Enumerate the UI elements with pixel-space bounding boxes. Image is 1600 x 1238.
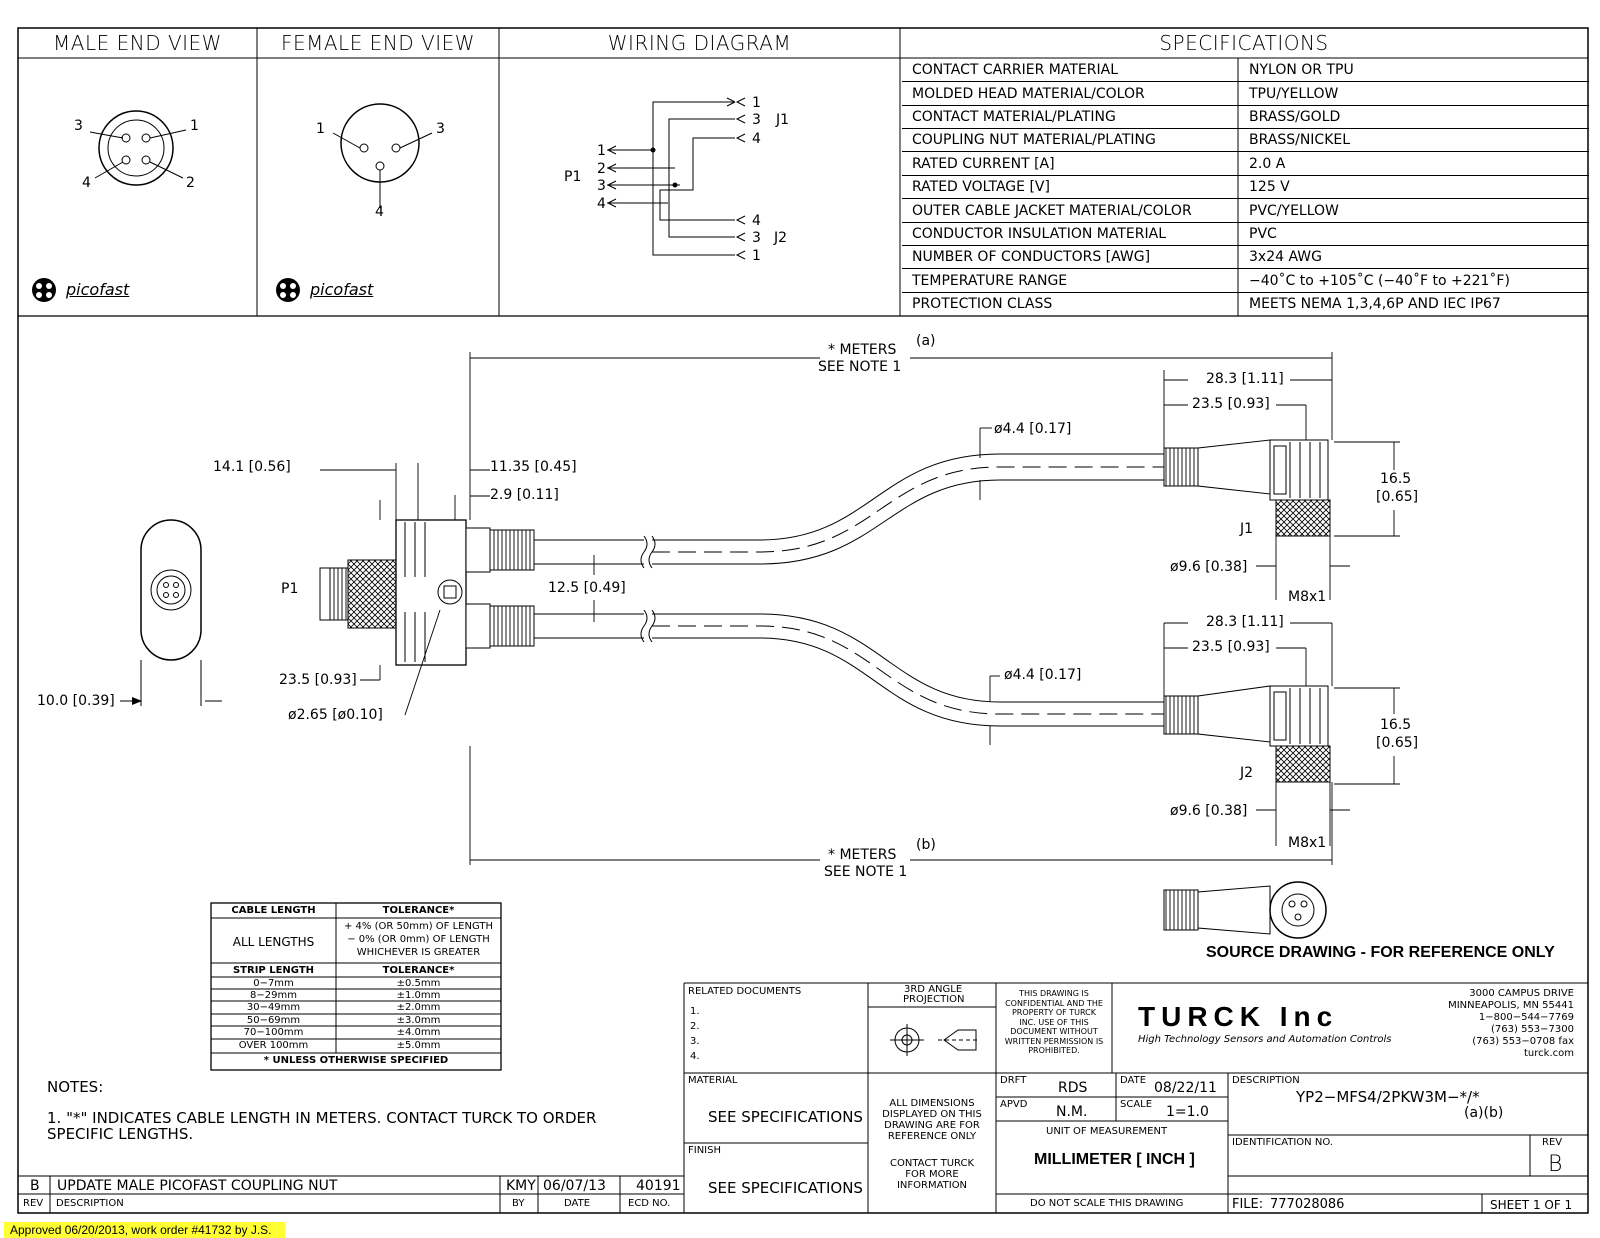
tol-strip-len: 8−29mm: [250, 990, 297, 1001]
tol-strip-len: 50−69mm: [246, 1015, 301, 1026]
tol-header-cable-length: CABLE LENGTH: [231, 905, 316, 916]
contact-line: CONTACT TURCK: [889, 1158, 975, 1169]
note-1-line-b: SPECIFIC LENGTHS.: [47, 1125, 194, 1143]
wiring-diagram-lines: [607, 98, 745, 259]
tol-strip-tol: ±3.0mm: [396, 1015, 441, 1026]
file-value: 777028086: [1270, 1197, 1345, 1212]
scale-label: SCALE: [1120, 1099, 1153, 1110]
date-label: DATE: [1120, 1075, 1147, 1086]
tol-strip-tol: ±5.0mm: [396, 1040, 441, 1051]
do-not-scale: DO NOT SCALE THIS DRAWING: [1030, 1198, 1184, 1209]
description-label: DESCRIPTION: [1232, 1075, 1300, 1086]
related-doc-item: 3.: [690, 1036, 700, 1047]
finish-value: SEE SPECIFICATIONS: [708, 1179, 863, 1197]
rev-label: REV: [1542, 1137, 1563, 1148]
wiring-j1-pin: 3: [752, 112, 761, 128]
spec-row: [902, 222, 1589, 246]
notes-title: NOTES:: [47, 1078, 104, 1096]
confidential-line: DOCUMENT WITHOUT: [1010, 1027, 1098, 1036]
spec-value: PVC/YELLOW: [1249, 203, 1339, 219]
tol-header-tolerance: TOLERANCE*: [382, 905, 455, 916]
confidential-line: INC. USE OF THIS: [1019, 1017, 1089, 1027]
rev-header-rev: REV: [23, 1198, 44, 1209]
apvd-label: APVD: [1000, 1099, 1028, 1110]
tol-all-lengths-line: − 0% (OR 0mm) OF LENGTH: [347, 934, 490, 945]
spec-value: PVC: [1249, 226, 1277, 242]
p1-splitter-body: [320, 520, 534, 665]
dim-m8x1-j2: M8x1: [1288, 835, 1327, 851]
tol-strip-len: OVER 100mm: [238, 1040, 309, 1051]
apvd-value: N.M.: [1056, 1104, 1088, 1120]
spec-row: [902, 152, 1589, 176]
dim-see-note-b: SEE NOTE 1: [824, 864, 908, 880]
identification-label: IDENTIFICATION NO.: [1232, 1137, 1333, 1148]
tol-strip-tol: ±2.0mm: [396, 1002, 441, 1013]
male-pin-label: 2: [186, 175, 195, 191]
spec-row: [902, 292, 1589, 315]
rev-header-by: BY: [512, 1198, 525, 1209]
dim-0-65-j2: [0.65]: [1376, 735, 1419, 751]
rev-by: KMY: [506, 1178, 536, 1194]
tol-header-tolerance-2: TOLERANCE*: [382, 965, 455, 976]
dim-meters-a: * METERS: [828, 342, 897, 358]
description-value: YP2−MFS4/2PKW3M−*/*: [1296, 1088, 1480, 1106]
wiring-j2-pin: 1: [752, 248, 761, 264]
male-pin-label: 3: [74, 118, 83, 134]
material-value: SEE SPECIFICATIONS: [708, 1108, 863, 1126]
rev-description: UPDATE MALE PICOFAST COUPLING NUT: [57, 1178, 338, 1194]
address-line: MINNEAPOLIS, MN 55441: [1448, 1000, 1574, 1011]
spec-value: 125 V: [1249, 179, 1290, 195]
file-label: FILE:: [1232, 1197, 1264, 1212]
confidential-line: PROHIBITED.: [1028, 1046, 1080, 1055]
dim-12-5: 12.5 [0.49]: [548, 580, 626, 596]
spec-key: CONTACT MATERIAL/PLATING: [912, 109, 1116, 125]
address-line: turck.com: [1524, 1048, 1574, 1059]
female-pin-label: 3: [436, 121, 445, 137]
drft-value: RDS: [1058, 1080, 1088, 1096]
rev-header-date: DATE: [564, 1198, 591, 1209]
tol-all-lengths-line: WHICHEVER IS GREATER: [356, 947, 481, 958]
tol-strip-tol: ±1.0mm: [396, 990, 441, 1001]
dim-28-3-j2: 28.3 [1.11]: [1206, 614, 1284, 630]
turck-tagline: High Technology Sensors and Automation Controls: [1138, 1034, 1392, 1045]
p1-end-view-drawing: [120, 520, 222, 706]
spec-value: TPU/YELLOW: [1249, 86, 1339, 102]
wiring-j1-pin: 1: [752, 95, 761, 111]
spec-row: [902, 82, 1589, 106]
rev-ecd: 40191: [636, 1178, 681, 1194]
rev-header-desc: DESCRIPTION: [56, 1198, 124, 1209]
dim-14-1: 14.1 [0.56]: [213, 459, 291, 475]
sheet-value: SHEET 1 OF 1: [1490, 1198, 1573, 1212]
dim-9-6-j2: ø9.6 [0.38]: [1170, 803, 1248, 819]
wiring-j1-label: J1: [776, 112, 790, 128]
tol-all-lengths-line: + 4% (OR 50mm) OF LENGTH: [344, 921, 493, 932]
male-pin-label: 1: [190, 118, 199, 134]
projection-label: PROJECTION: [903, 994, 965, 1005]
spec-value: BRASS/GOLD: [1249, 109, 1341, 125]
wiring-p1-pin: 4: [597, 196, 606, 212]
spec-row: [902, 269, 1589, 293]
tol-header-strip-length: STRIP LENGTH: [232, 965, 315, 976]
all-dims-line: ALL DIMENSIONS: [889, 1098, 975, 1109]
tol-footer: * UNLESS OTHERWISE SPECIFIED: [263, 1055, 449, 1066]
drft-label: DRFT: [1000, 1075, 1027, 1086]
spec-value: BRASS/NICKEL: [1249, 132, 1351, 148]
confidential-line: WRITTEN PERMISSION IS: [1004, 1036, 1104, 1046]
wiring-j2-pin: 4: [752, 213, 761, 229]
dim-16-5-j1: 16.5: [1380, 471, 1412, 487]
address-line: 3000 CAMPUS DRIVE: [1469, 988, 1574, 999]
all-dims-line: DISPLAYED ON THIS: [882, 1109, 982, 1120]
source-drawing-icon: [1164, 882, 1326, 938]
dim-16-5-j2: 16.5: [1380, 717, 1412, 733]
dim-2-65: ø2.65 [ø0.10]: [288, 707, 383, 723]
confidential-line: PROPERTY OF TURCK: [1011, 1008, 1097, 1017]
spec-key: RATED VOLTAGE [V]: [912, 179, 1050, 195]
wiring-p1-pin: 2: [597, 161, 606, 177]
dim-10-0: 10.0 [0.39]: [37, 693, 115, 709]
header-wiring-diagram: WIRING DIAGRAM: [607, 31, 792, 55]
spec-key: TEMPERATURE RANGE: [912, 273, 1068, 289]
spec-row: [902, 128, 1589, 152]
all-dims-line: DRAWING ARE FOR: [884, 1120, 980, 1131]
spec-value: 3x24 AWG: [1249, 249, 1322, 265]
spec-row: [902, 245, 1589, 269]
wiring-j2-pin: 3: [752, 230, 761, 246]
spec-key: COUPLING NUT MATERIAL/PLATING: [912, 132, 1156, 148]
dim-a-marker: (a): [916, 333, 936, 349]
wiring-p1-label: P1: [564, 169, 582, 185]
rev-date: 06/07/13: [543, 1178, 606, 1194]
tol-strip-tol: ±4.0mm: [396, 1027, 441, 1038]
description-sub: (a)(b): [1464, 1105, 1504, 1121]
spec-key: CONTACT CARRIER MATERIAL: [912, 62, 1119, 78]
picofast-logo: picofast: [66, 280, 130, 299]
finish-label: FINISH: [688, 1145, 721, 1156]
wiring-j1-pin: 4: [752, 131, 761, 147]
turck-logo: TURCK Inc: [1138, 1001, 1339, 1032]
spec-value: NYLON OR TPU: [1249, 62, 1354, 78]
spec-value: −40˚C to +105˚C (−40˚F to +221˚F): [1249, 273, 1510, 289]
spec-key: OUTER CABLE JACKET MATERIAL/COLOR: [912, 203, 1192, 219]
unit-value: MILLIMETER [ INCH ]: [1034, 1151, 1195, 1168]
picofast-logo: picofast: [310, 280, 374, 299]
j2-label: J2: [1240, 765, 1254, 781]
related-doc-item: 1.: [690, 1006, 700, 1017]
address-line: 1−800−544−7769: [1478, 1012, 1574, 1023]
rev-letter: B: [30, 1178, 40, 1194]
source-drawing-note: SOURCE DRAWING - FOR REFERENCE ONLY: [1206, 944, 1555, 961]
third-angle-label: 3RD ANGLE: [904, 984, 963, 995]
male-end-view-drawing: [90, 111, 186, 185]
spec-row: [902, 199, 1589, 223]
female-pin-label: 1: [316, 121, 325, 137]
spec-value: 2.0 A: [1249, 156, 1286, 172]
dim-m8x1-j1: M8x1: [1288, 589, 1327, 605]
confidential-line: THIS DRAWING IS: [1019, 989, 1089, 998]
dim-9-6-j1: ø9.6 [0.38]: [1170, 559, 1248, 575]
address-line: (763) 553−0708 fax: [1472, 1036, 1574, 1047]
dim-4-4-j1: ø4.4 [0.17]: [994, 421, 1072, 437]
contact-line: INFORMATION: [896, 1180, 968, 1191]
p1-label: P1: [281, 581, 299, 597]
dim-2-9: 2.9 [0.11]: [490, 487, 559, 503]
related-doc-item: 4.: [690, 1051, 700, 1062]
dim-23-5-j2: 23.5 [0.93]: [1192, 639, 1270, 655]
tol-strip-len: 0−7mm: [253, 978, 294, 989]
tol-strip-tol: ±0.5mm: [396, 978, 441, 989]
date-value: 08/22/11: [1154, 1080, 1217, 1096]
cable-lines: [534, 454, 1164, 726]
rev-header-ecd: ECD NO.: [628, 1198, 671, 1209]
dim-4-4-j2: ø4.4 [0.17]: [1004, 667, 1082, 683]
spec-key: RATED CURRENT [A]: [912, 156, 1055, 172]
all-dimensions-note: [868, 1098, 996, 1142]
turck-address: [1410, 988, 1574, 1060]
dim-11-35: 11.35 [0.45]: [490, 459, 577, 475]
spec-value: MEETS NEMA 1,3,4,6P AND IEC IP67: [1249, 296, 1501, 312]
tol-strip-len: 70−100mm: [243, 1027, 304, 1038]
address-line: (763) 553−7300: [1491, 1024, 1574, 1035]
wiring-j2-label: J2: [774, 230, 788, 246]
confidential-line: CONFIDENTIAL AND THE: [1005, 998, 1103, 1008]
j1-label: J1: [1240, 521, 1254, 537]
related-doc-item: 2.: [690, 1021, 700, 1032]
spec-key: MOLDED HEAD MATERIAL/COLOR: [912, 86, 1145, 102]
dim-28-3-j1: 28.3 [1.11]: [1206, 371, 1284, 387]
female-pin-label: 4: [375, 204, 384, 220]
header-specifications: SPECIFICATIONS: [1159, 31, 1329, 55]
scale-value: 1=1.0: [1166, 1104, 1209, 1120]
material-label: MATERIAL: [688, 1075, 738, 1086]
header-male-end-view: MALE END VIEW: [53, 31, 222, 55]
note-1-line-a: 1. "*" INDICATES CABLE LENGTH IN METERS. CONTACT TURCK TO ORDER: [47, 1109, 597, 1127]
tol-all-lengths: ALL LENGTHS: [232, 935, 315, 949]
contact-line: FOR MORE: [905, 1169, 959, 1180]
wiring-p1-pin: 1: [597, 143, 606, 159]
spec-row: [902, 58, 1589, 82]
spec-key: NUMBER OF CONDUCTORS [AWG]: [912, 249, 1151, 265]
dim-23-5-j1: 23.5 [0.93]: [1192, 396, 1270, 412]
female-end-view-drawing: [333, 104, 432, 208]
contact-note: [868, 1158, 996, 1191]
rev-value: B: [1548, 1152, 1563, 1177]
dim-b-marker: (b): [916, 837, 936, 853]
approval-stamp: Approved 06/20/2013, work order #41732 by J.S.: [4, 1222, 285, 1238]
unit-label: UNIT OF MEASUREMENT: [1046, 1126, 1168, 1137]
spec-key: CONDUCTOR INSULATION MATERIAL: [912, 226, 1166, 242]
spec-key: PROTECTION CLASS: [912, 296, 1053, 312]
dim-meters-b: * METERS: [828, 847, 897, 863]
dim-0-65-j1: [0.65]: [1376, 489, 1419, 505]
wiring-p1-pin: 3: [597, 178, 606, 194]
dim-23-5-p1: 23.5 [0.93]: [279, 672, 357, 688]
dim-see-note-a: SEE NOTE 1: [818, 359, 902, 375]
male-pin-label: 4: [82, 175, 91, 191]
spec-row: [902, 175, 1589, 199]
related-documents-label: RELATED DOCUMENTS: [688, 986, 802, 997]
tol-strip-len: 30−49mm: [246, 1002, 301, 1013]
confidential-notice: [996, 989, 1112, 1056]
spec-row: [902, 105, 1589, 129]
header-female-end-view: FEMALE END VIEW: [280, 31, 476, 55]
all-dims-line: REFERENCE ONLY: [887, 1131, 977, 1142]
